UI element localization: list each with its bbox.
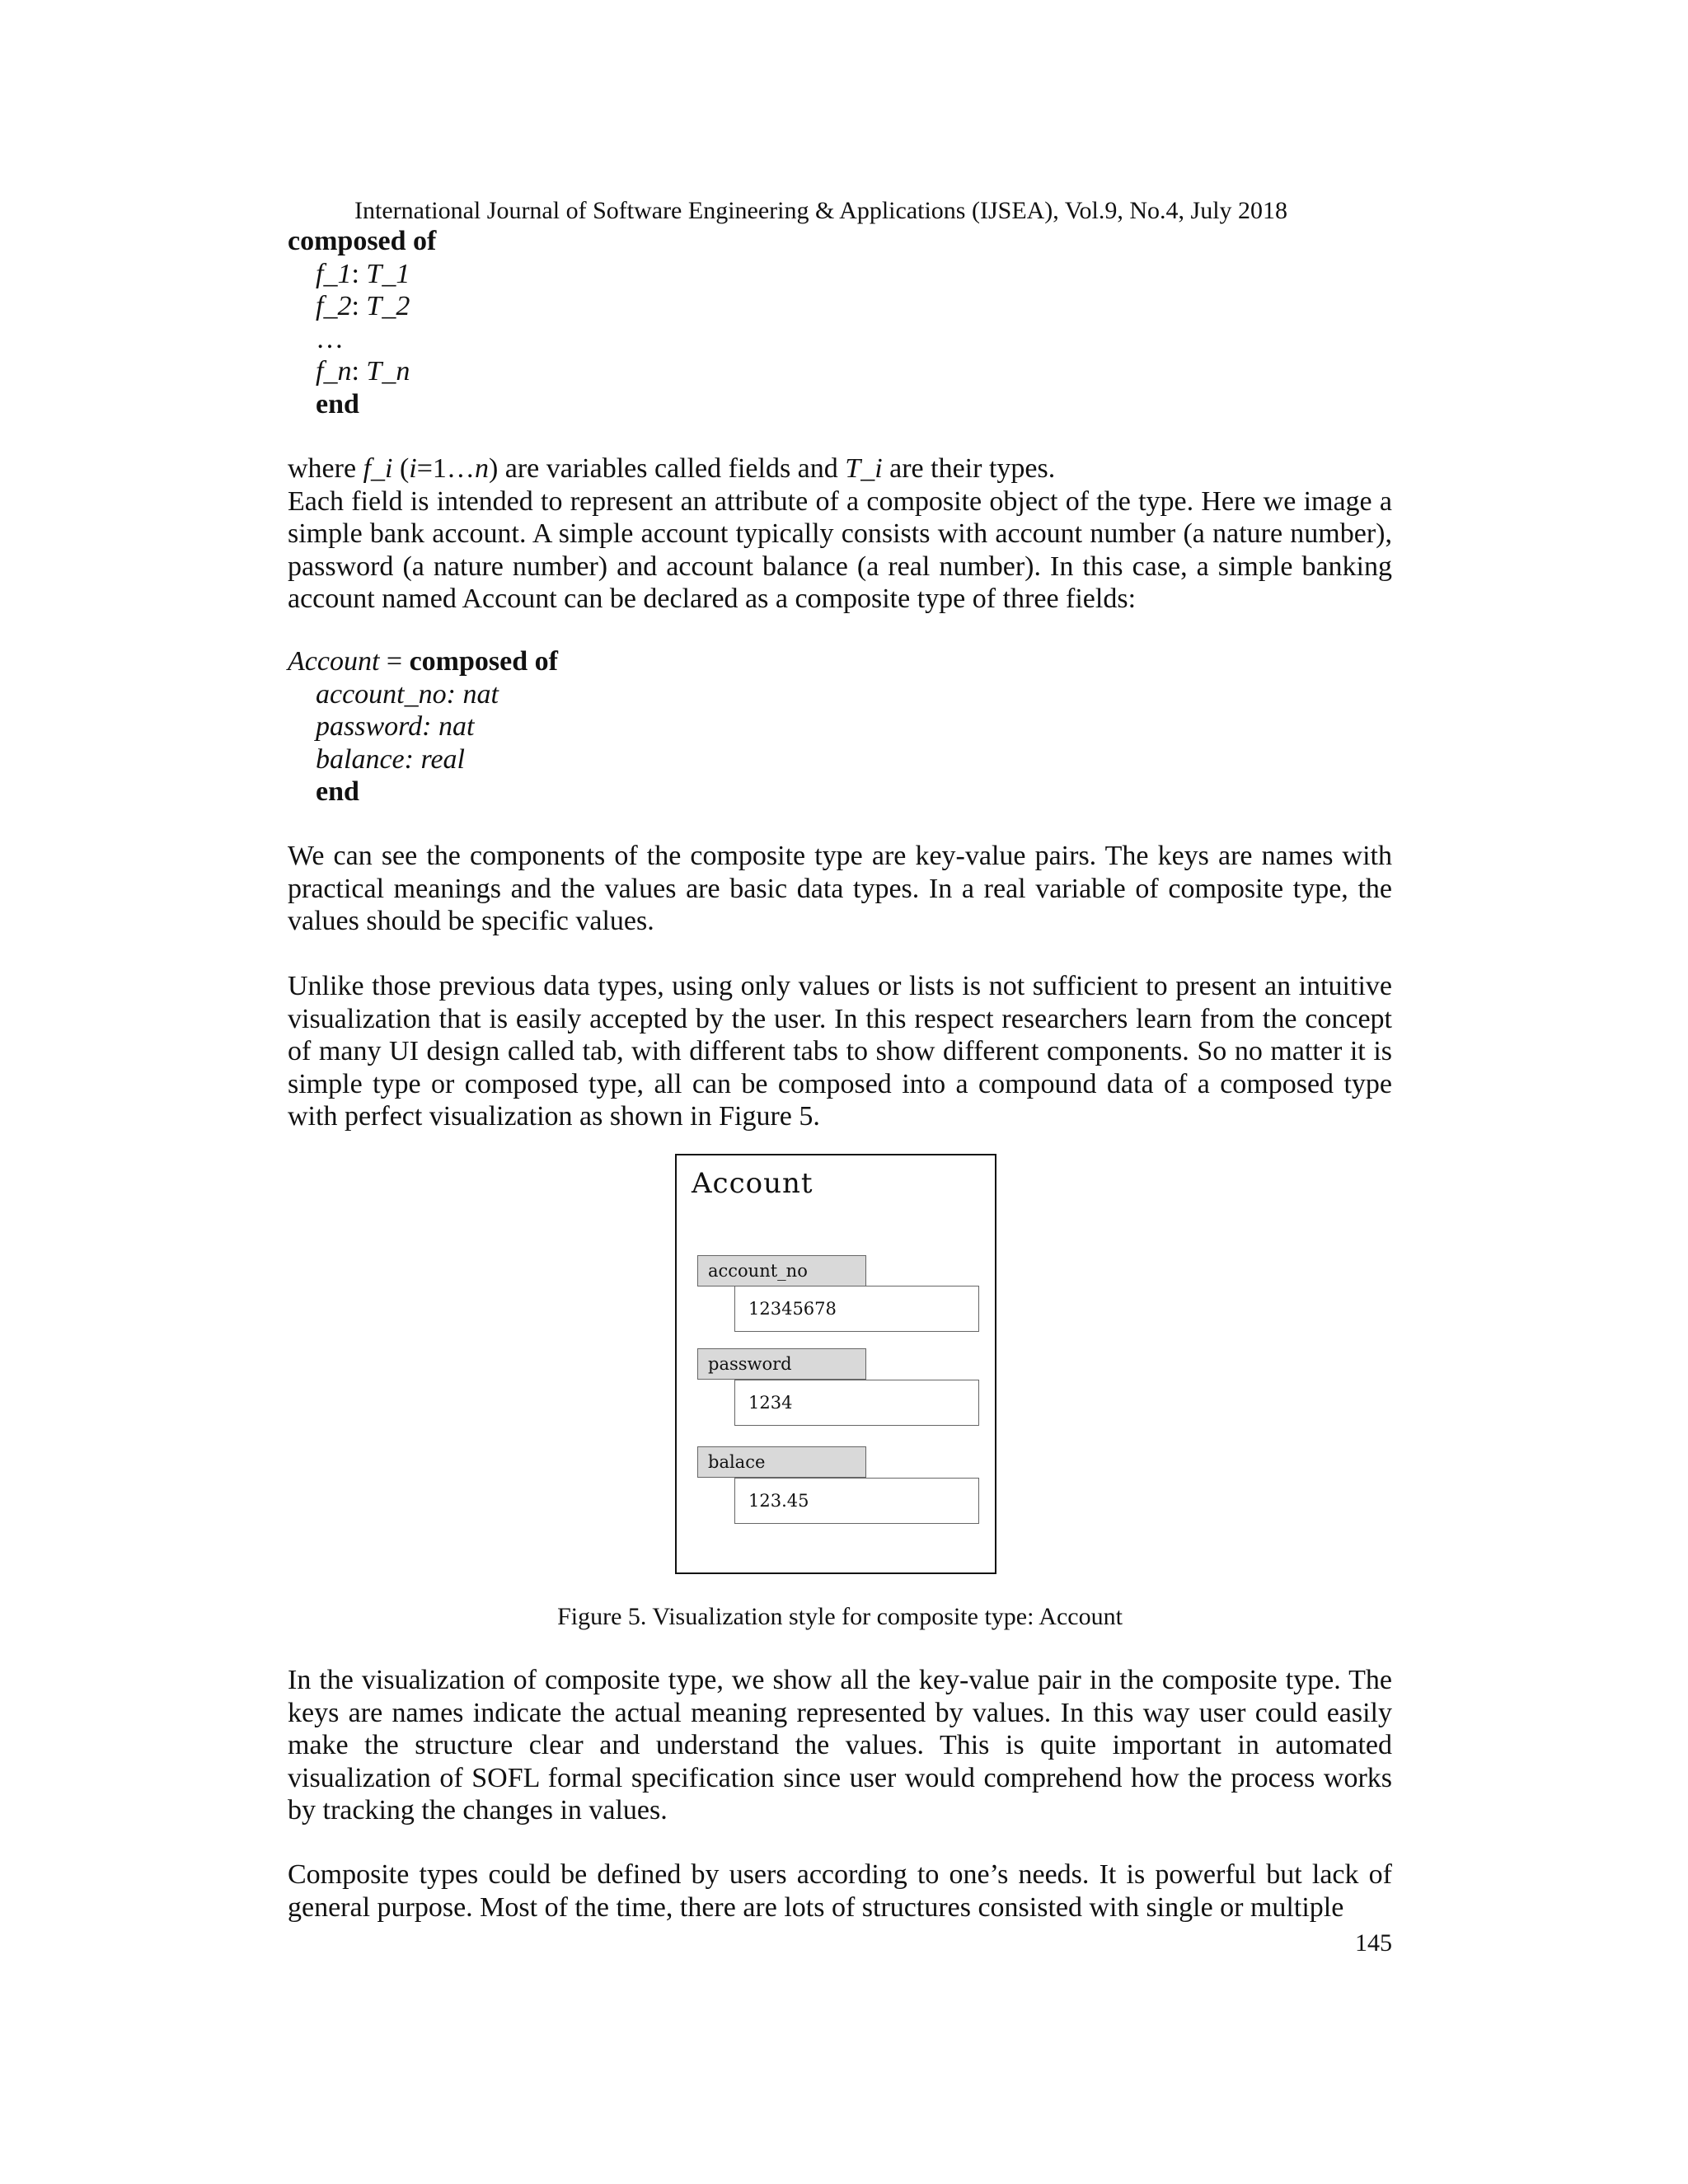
field-line: password: nat — [316, 711, 475, 742]
paragraph-key-value: We can see the components of the composite type are key-value pairs. The keys are names with practical meanings and the values are basic data types. In a real variable of composite type, the values should be specific values. — [288, 841, 1392, 936]
field-line: f_1: T_1 — [316, 258, 410, 289]
value-account-no: 12345678 — [734, 1286, 979, 1332]
paragraph-tab-visualization: Unlike those previous data types, using only values or lists is not sufficient to present an intuitive visualization that is easily accepted by the user. In this respect researchers learn from the concept of many UI design called tab, with different tabs to show different components. So no matter it is simple type or composed type, all can be composed into a compound data of a composed type with perfect visualization as shown in Figure 5. — [288, 971, 1392, 1132]
figure-caption: Figure 5. Visualization style for composite type: Account — [557, 1603, 1123, 1630]
figure-account-visualization — [675, 1154, 996, 1574]
value-balance: 123.45 — [734, 1478, 979, 1524]
field-line: balance: real — [316, 743, 465, 775]
tab-account-no[interactable]: account_no — [697, 1255, 866, 1286]
composed-of-keyword: composed of — [288, 226, 437, 256]
paragraph-visualization-explained: In the visualization of composite type, we show all the key-value pair in the composite type. The keys are names indicate the actual meaning represented by values. In this way user could easily make the structure clear and understand the values. This is quite important in automated visualization of SOFL formal specification since user would comprehend how the process works by tracking the changes in values. — [288, 1665, 1392, 1825]
paragraph-user-defined-types: Composite types could be defined by users according to one’s needs. It is powerful but lack of general purpose. Most of the time, there are lots of structures consisted with single or multiple — [288, 1859, 1392, 1923]
paragraph-fields — [288, 452, 1392, 616]
field-line: f_2: T_2 — [316, 291, 410, 321]
field-line: account_no: nat — [316, 678, 499, 710]
tab-password[interactable]: password — [697, 1348, 866, 1380]
where-line: where f_i (i=1…n) are variables called fields and T_i are their types. — [288, 453, 1056, 484]
tab-balance[interactable]: balace — [697, 1446, 866, 1478]
field-line: f_n: T_n — [316, 356, 410, 387]
end-keyword: end — [316, 388, 359, 419]
page-number: 145 — [1355, 1929, 1392, 1957]
end-keyword: end — [316, 776, 359, 807]
paragraph-text: Each field is intended to represent an attribute of a composite object of the type. Here we image a simple bank account. A simple account typically consists with account number (a nature number), password (a nature number) and account balance (a real number). In this case, a simple banking account named Account can be declared as a composite type of three fields: — [288, 485, 1392, 614]
composed-of-definition — [288, 225, 436, 420]
running-header: International Journal of Software Engineering & Applications (IJSEA), Vol.9, No.4, July 2018 — [354, 197, 1288, 224]
account-definition — [288, 645, 558, 808]
figure-title: Account — [692, 1167, 814, 1200]
ellipsis-line: … — [316, 323, 344, 354]
value-password: 1234 — [734, 1380, 979, 1426]
account-decl-line: Account = composed of — [288, 646, 558, 677]
